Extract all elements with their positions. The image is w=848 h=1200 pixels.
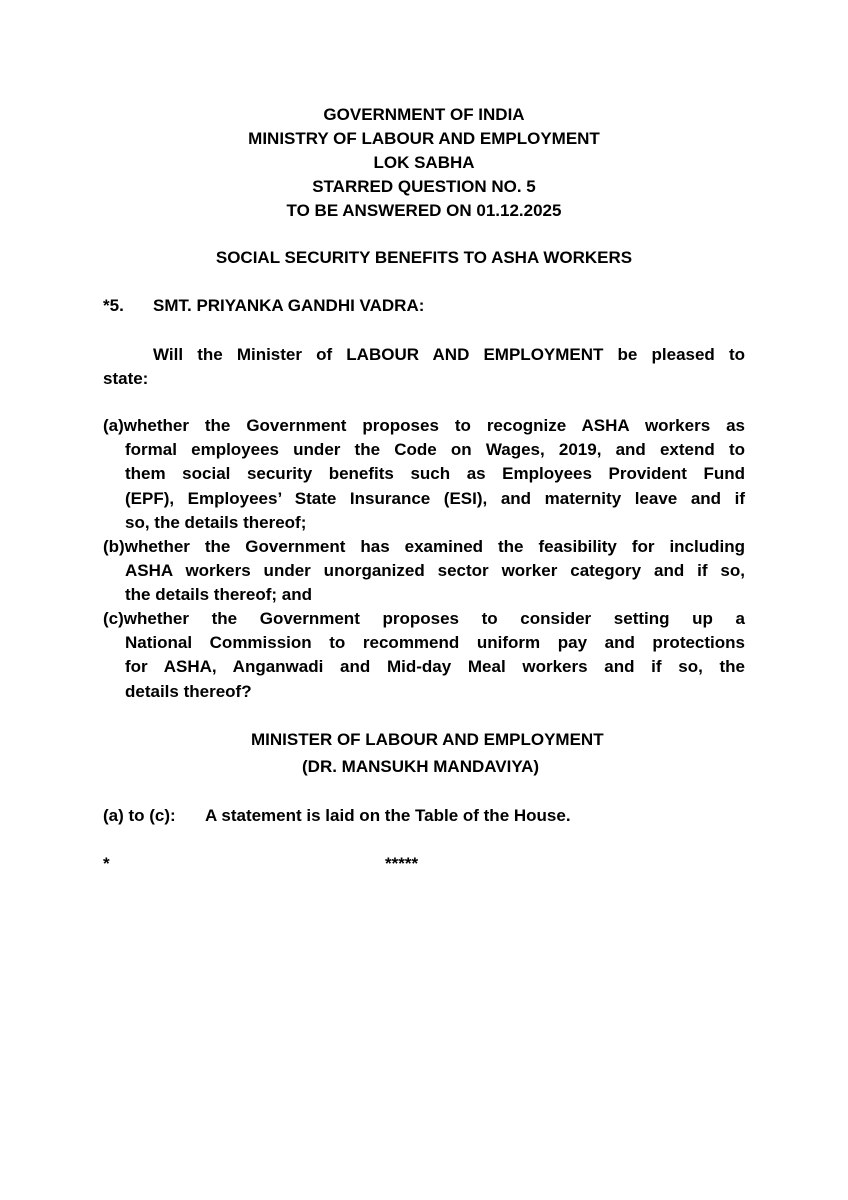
intro-line: state: <box>103 369 149 389</box>
part-line: whether the Government proposes to consider setting up a <box>123 609 745 628</box>
question-part-a <box>103 414 745 535</box>
question-subject: SOCIAL SECURITY BENEFITS TO ASHA WORKERS <box>215 248 633 267</box>
header-answer-date: TO BE ANSWERED ON 01.12.2025 <box>286 201 562 220</box>
footer-center-mark: ***** <box>385 854 419 873</box>
member-name: SMT. PRIYANKA GANDHI VADRA: <box>153 296 425 315</box>
part-line: formal employees under the Code on Wages, 2019, and extend to <box>125 440 745 460</box>
question-part-c <box>103 607 745 704</box>
intro-line: Will the Minister of LABOUR AND EMPLOYMENT be pleased to <box>153 345 745 364</box>
part-line: ASHA workers under unorganized sector worker category and if so, <box>125 561 745 581</box>
part-line: whether the Government has examined the feasibility for including <box>124 537 745 556</box>
part-line: details thereof? <box>125 681 252 701</box>
part-label: (a) <box>103 416 124 435</box>
part-line: for ASHA, Anganwadi and Mid-day Meal workers and if so, the <box>125 657 745 677</box>
footer-left-mark: * <box>103 854 110 873</box>
minister-name: (DR. MANSUKH MANDAVIYA) <box>302 757 540 776</box>
part-line: whether the Government proposes to recognize ASHA workers as <box>123 416 745 435</box>
part-label: (c) <box>103 609 124 628</box>
part-line: them social security benefits such as Employees Provident Fund <box>125 464 745 484</box>
part-line: the details thereof; and <box>125 585 313 605</box>
header-question-number: STARRED QUESTION NO. 5 <box>312 177 536 196</box>
header-house: LOK SABHA <box>373 153 475 172</box>
part-line: (EPF), Employees’ State Insurance (ESI), and maternity leave and if <box>125 488 745 508</box>
answer-reference: (a) to (c): <box>103 806 176 825</box>
question-part-b <box>103 535 745 608</box>
header-ministry: MINISTRY OF LABOUR AND EMPLOYMENT <box>248 129 600 148</box>
question-number: *5. <box>103 296 124 315</box>
part-line: so, the details thereof; <box>125 512 307 532</box>
minister-title: MINISTER OF LABOUR AND EMPLOYMENT <box>251 730 604 749</box>
part-label: (b) <box>103 537 125 556</box>
question-intro <box>103 343 745 391</box>
answer-text: A statement is laid on the Table of the House. <box>205 806 571 825</box>
header-government: GOVERNMENT OF INDIA <box>323 105 525 124</box>
part-line: National Commission to recommend uniform pay and protections <box>125 633 745 653</box>
